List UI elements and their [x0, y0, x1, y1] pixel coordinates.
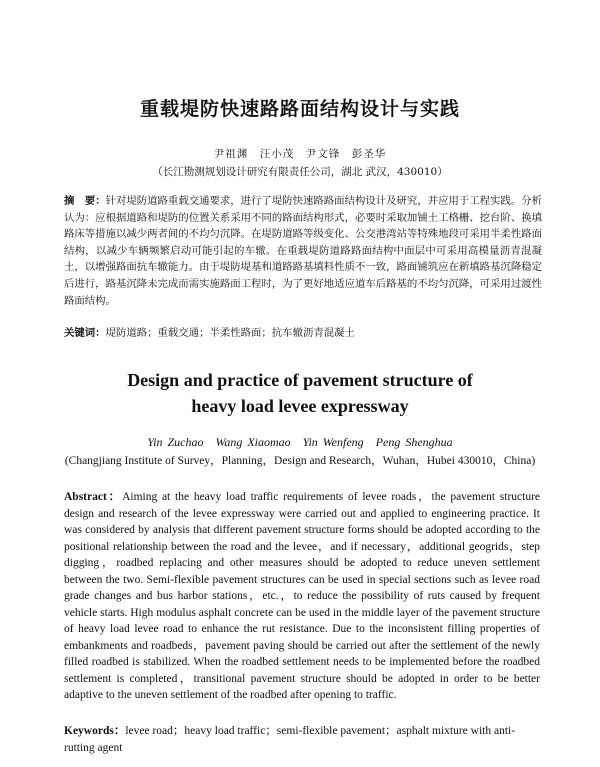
english-title [0, 367, 600, 419]
chinese-authors: 尹祖渊 汪小茂 尹文锋 彭圣华 [213, 148, 387, 160]
english-affiliation: (Changjiang Institute of Survey，Planning，Design and Research，Wuhan，Hubei 430010，China) [64, 455, 536, 467]
english-authors: Yin Zuchao Wang Xiaomao Yin Wenfeng Peng Shenghua [147, 435, 453, 449]
english-abstract-label: Abstract： [64, 491, 123, 503]
english-abstract [64, 489, 540, 704]
chinese-keywords-label: 关键词： [64, 327, 106, 339]
chinese-affiliation: （长江勘测规划设计研究有限责任公司，湖北 武汉，430010） [152, 166, 448, 178]
chinese-abstract-label: 摘 要： [64, 195, 106, 207]
english-keywords-label: Keywords： [64, 725, 126, 737]
chinese-keywords [64, 325, 542, 341]
chinese-abstract [64, 193, 542, 309]
english-title-line-1: Design and practice of pavement structure of [127, 370, 473, 390]
english-abstract-text: Aiming at the heavy load traffic requirements of levee roads，the pavement structure design and research of the levee expressway were carried out and applied to engineering practice. It was considered by analysis that different pavement structure forms should be adopted according to the positional relationship between the road and the levee，and if necessary，additional geogrids，step digging，roadbed replacing and other measures should be adopted to reduce uneven settlement between the two. Semi-flexible pavement structures can be used in special sections such as levee road grade changes and bus harbor stations，etc.，to reduce the possibility of ruts caused by frequent vehicle starts. High modulus asphalt concrete can be used in the middle layer of the pavement structure of heavy load levee road to enhance the rut resistance. Due to the inconsistent filling properties of embankments and roadbeds，pavement paving should be carried out after the settlement of the newly filled roadbed is stabilized. When the roadbed settlement needs to be implemented before the roadbed settlement is completed，transitional pavement structure should be adopted in order to be better adaptive to the uneven settlement of the roadbed after opening to traffic. [64, 491, 541, 701]
chinese-title: 重载堤防快速路路面结构设计与实践 [139, 98, 460, 120]
chinese-keywords-text: 堤防道路；重载交通；半柔性路面；抗车辙沥青混凝土 [105, 327, 355, 339]
english-keywords [64, 723, 540, 756]
chinese-abstract-text: 针对堤防道路重载交通要求，进行了堤防快速路路面结构设计及研究，并应用于工程实践。分析认为：应根据道路和堤防的位置关系采用不同的路面结构形式，必要时采取加铺土工格栅、挖台阶、换填路床等措施以减少两者间的不均匀沉降。在堤防道路等级变化、公交港湾站等特殊地段可采用半柔性路面结构，以减少车辆频繁启动可能引起的车辙。在重载堤防道路路面结构中面层中可采用高模量沥青混凝土，以增强路面抗车辙能力。由于堤防堤基和道路路基填料性质不一致，路面铺筑应在新填路基沉降稳定后进行，路基沉降未完成而需实施路面工程时，为了更好地适应道车后路基的不均匀沉降，可采用过渡性路面结构。 [64, 195, 543, 307]
english-keywords-text: levee road；heavy load traffic；semi-flexible pavement；asphalt mixture with anti-rutting agent [64, 725, 516, 754]
english-title-line-2: heavy load levee expressway [191, 396, 409, 416]
